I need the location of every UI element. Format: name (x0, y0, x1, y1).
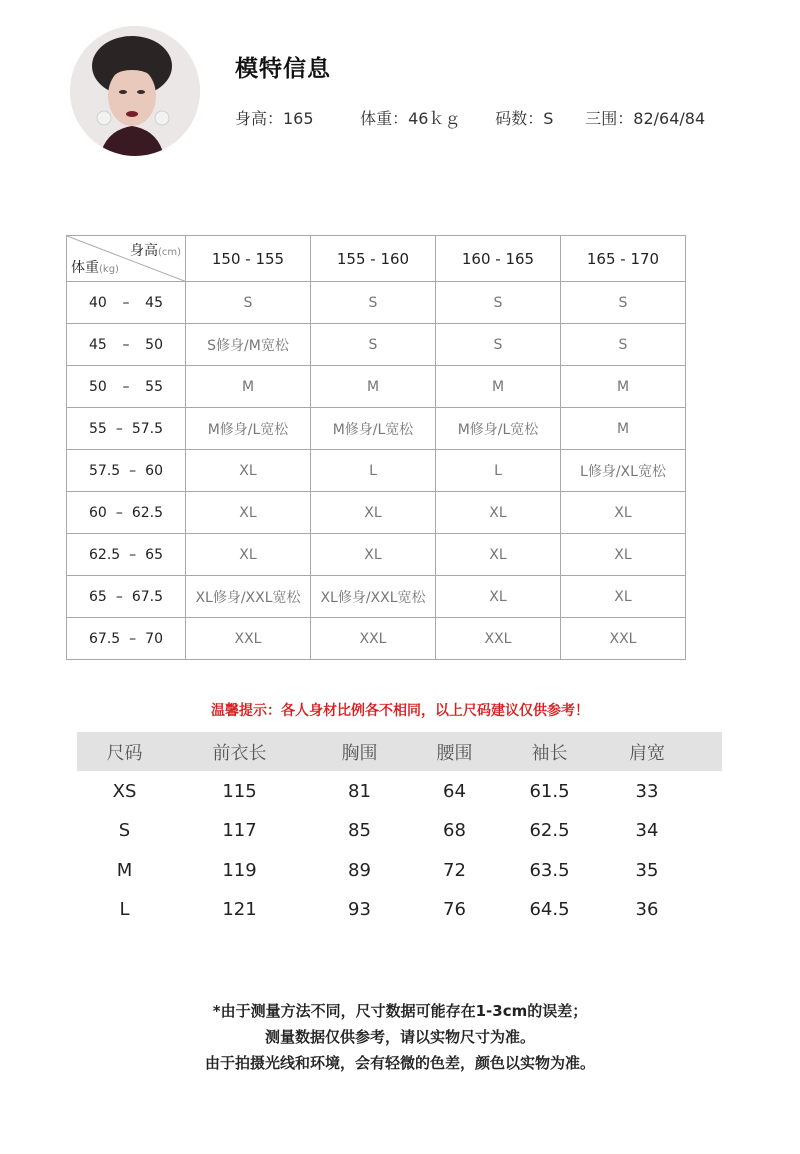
weight-to: 45 (145, 294, 163, 311)
table-cell: 64 (443, 780, 466, 802)
corner-height-unit: (cm) (157, 247, 181, 258)
size-cell: S修身/M宽松 (186, 324, 311, 366)
model-size: 码数：S (495, 109, 554, 128)
size-cell: M (561, 408, 686, 450)
weight-range-cell (67, 492, 186, 534)
column-header: 袖长 (531, 742, 568, 764)
height-range-header: 150 - 155 (186, 236, 311, 282)
model-height: 身高：165 (235, 109, 314, 128)
height-range-header: 165 - 170 (561, 236, 686, 282)
size-cell: XL (436, 576, 561, 618)
weight-from: 40 (89, 294, 107, 311)
size-cell: M修身/L宽松 (186, 408, 311, 450)
model-stats (235, 106, 705, 129)
weight-range-cell (67, 450, 186, 492)
range-dash: – (115, 504, 123, 521)
weight-from: 67.5 (89, 630, 121, 647)
size-cell: XL (561, 492, 686, 534)
range-dash: – (122, 378, 130, 395)
weight-from: 65 (89, 588, 107, 605)
weight-from: 57.5 (89, 462, 121, 479)
table-cell: L (119, 899, 130, 921)
column-header: 尺码 (106, 742, 143, 764)
size-cell: M (186, 366, 311, 408)
size-cell: S (561, 282, 686, 324)
table-cell: S (118, 820, 131, 842)
size-cell: XL (311, 492, 436, 534)
size-cell: S (436, 324, 561, 366)
size-cell: S (436, 282, 561, 324)
table-cell: 117 (222, 820, 257, 842)
size-cell: XL (186, 450, 311, 492)
column-header: 前衣长 (212, 742, 267, 764)
model-avatar (70, 26, 200, 156)
range-dash: – (129, 630, 137, 647)
weight-from: 55 (89, 420, 107, 437)
size-cell: M (436, 366, 561, 408)
range-dash: – (129, 462, 137, 479)
table-cell: 35 (635, 859, 659, 881)
weight-range-cell (67, 618, 186, 660)
size-cell: XL (186, 492, 311, 534)
range-dash: – (122, 294, 130, 311)
size-cell: XXL (561, 618, 686, 660)
table-cell: 119 (222, 859, 257, 881)
size-cell: M修身/L宽松 (436, 408, 561, 450)
corner-weight-label (71, 257, 119, 277)
weight-from: 50 (89, 378, 107, 395)
size-cell: XXL (311, 618, 436, 660)
disclaimer-notes (0, 998, 800, 1076)
height-range-header: 160 - 165 (436, 236, 561, 282)
weight-range-cell (67, 366, 186, 408)
weight-to: 57.5 (131, 420, 163, 437)
corner-height-label (130, 240, 181, 260)
range-dash: – (129, 546, 137, 563)
weight-to: 55 (145, 378, 163, 395)
table-cell: 85 (348, 820, 371, 842)
weight-range-cell (67, 576, 186, 618)
size-cell: XL (561, 576, 686, 618)
weight-range-cell (67, 282, 186, 324)
corner-height-text: 身高 (129, 243, 158, 259)
range-dash: – (122, 336, 130, 353)
size-cell: XXL (186, 618, 311, 660)
size-cell: M (561, 366, 686, 408)
weight-range-cell (67, 534, 186, 576)
range-dash: – (115, 588, 123, 605)
warm-tip: 温馨提示：各人身材比例各不相同，以上尺码建议仅供参考！ (211, 703, 589, 719)
size-cell: M (311, 366, 436, 408)
table-cell: 89 (348, 859, 371, 881)
size-cell: S (186, 282, 311, 324)
table-cell: 62.5 (529, 820, 570, 842)
size-cell: XL (186, 534, 311, 576)
table-header-row (67, 236, 686, 282)
table-row (67, 282, 686, 324)
weight-range-cell (67, 324, 186, 366)
weight-to: 70 (145, 630, 163, 647)
measurement-header-row (77, 732, 722, 772)
table-cell: XS (112, 780, 137, 802)
table-cell: 36 (635, 899, 659, 921)
table-cell: 33 (635, 780, 659, 802)
weight-to: 62.5 (131, 504, 163, 521)
table-cell: 34 (635, 820, 659, 842)
table-row (67, 534, 686, 576)
table-corner-cell (67, 236, 186, 282)
range-dash: – (115, 420, 123, 437)
table-row (67, 324, 686, 366)
table-cell: 121 (222, 899, 257, 921)
table-row (67, 408, 686, 450)
table-row (77, 890, 722, 930)
table-row (67, 576, 686, 618)
note-line: *由于测量方法不同，尺寸数据可能存在1-3cm的误差； (212, 1002, 588, 1020)
size-cell: XL修身/XXL宽松 (311, 576, 436, 618)
size-cell: L修身/XL宽松 (561, 450, 686, 492)
size-cell: S (561, 324, 686, 366)
table-row (67, 492, 686, 534)
measurement-table (77, 732, 722, 930)
column-header: 胸围 (341, 742, 378, 764)
table-cell: M (116, 859, 133, 881)
size-cell: S (311, 282, 436, 324)
weight-from: 62.5 (89, 546, 121, 563)
weight-to: 65 (145, 546, 163, 563)
table-cell: 64.5 (529, 899, 570, 921)
weight-to: 67.5 (131, 588, 163, 605)
table-cell: 115 (222, 780, 257, 802)
weight-from: 60 (89, 504, 107, 521)
model-weight: 体重：46ｋｇ (360, 109, 461, 128)
weight-to: 50 (145, 336, 163, 353)
weight-range-cell (67, 408, 186, 450)
table-cell: 68 (443, 820, 466, 842)
size-cell: L (436, 450, 561, 492)
table-row (77, 851, 722, 891)
table-row (67, 450, 686, 492)
corner-weight-unit: (kg) (99, 264, 119, 275)
table-row (67, 366, 686, 408)
model-info-title: 模特信息 (235, 56, 331, 82)
table-cell: 72 (443, 859, 466, 881)
table-row (67, 618, 686, 660)
weight-from: 45 (89, 336, 107, 353)
model-portrait-image (70, 26, 200, 156)
note-line: 测量数据仅供参考，请以实物尺寸为准。 (264, 1028, 535, 1046)
corner-weight-text: 体重 (71, 260, 99, 276)
note-line: 由于拍摄光线和环境，会有轻微的色差，颜色以实物为准。 (204, 1054, 595, 1072)
table-cell: 63.5 (529, 859, 570, 881)
weight-to: 60 (145, 462, 163, 479)
table-cell: 81 (348, 780, 371, 802)
size-cell: XL (561, 534, 686, 576)
model-measurements: 三围：82/64/84 (585, 109, 706, 128)
column-header: 肩宽 (629, 742, 665, 764)
size-cell: XXL (436, 618, 561, 660)
size-cell: XL (311, 534, 436, 576)
size-cell: L (311, 450, 436, 492)
size-cell: S (311, 324, 436, 366)
height-range-header: 155 - 160 (311, 236, 436, 282)
table-cell: 61.5 (529, 780, 570, 802)
size-recommendation-table (66, 235, 686, 660)
table-cell: 93 (348, 899, 371, 921)
size-cell: XL (436, 534, 561, 576)
table-cell: 76 (443, 899, 466, 921)
size-cell: M修身/L宽松 (311, 408, 436, 450)
size-cell: XL (436, 492, 561, 534)
column-header: 腰围 (436, 742, 473, 764)
table-row (77, 811, 722, 851)
size-cell: XL修身/XXL宽松 (186, 576, 311, 618)
table-row (77, 772, 722, 812)
